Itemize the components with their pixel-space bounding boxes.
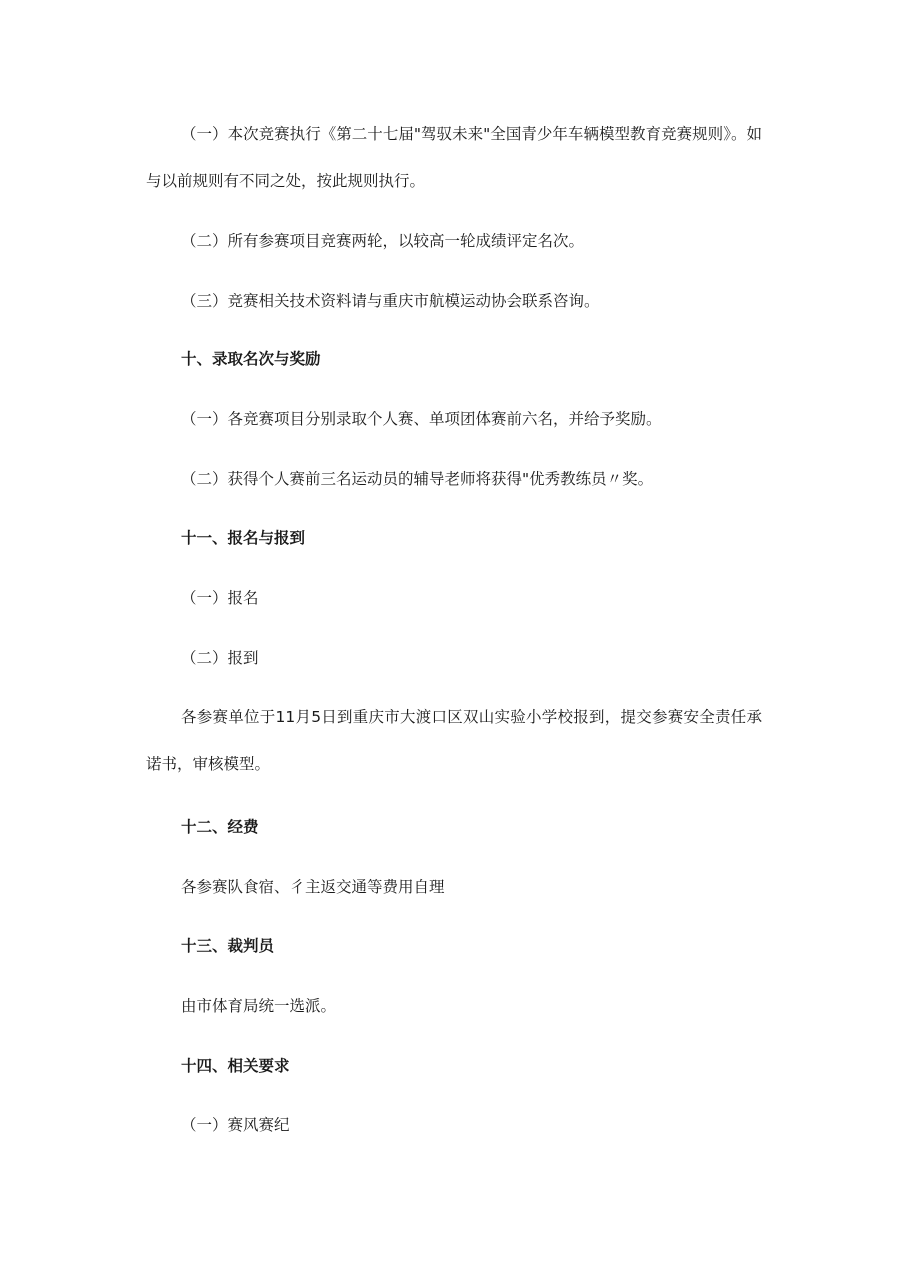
rules-paragraph: （一）本次竞赛执行《第二十七届"驾驭未来"全国青少年车辆模型教育竞赛规则》。如与以前规则有不同之处，按此规则执行。 [146, 125, 762, 190]
technical-info-paragraph: （三）竞赛相关技术资料请与重庆市航模运动协会联系咨询。 [181, 292, 600, 310]
section-11-heading: 十一、报名与报到 [181, 529, 306, 547]
rounds-paragraph: （二）所有参赛项目竞赛两轮，以较高一轮成绩评定名次。 [181, 232, 585, 250]
section-11-item-1: （一）报名 [181, 589, 259, 607]
section-10-item-1: （一）各竞赛项目分别录取个人赛、单项团体赛前六名，并给予奖励。 [181, 410, 662, 428]
section-12-heading: 十二、经费 [181, 818, 259, 836]
section-13-heading: 十三、裁判员 [181, 937, 275, 955]
section-12-text: 各参赛队食宿、彳主返交通等费用自理 [181, 878, 445, 896]
section-14-heading: 十四、相关要求 [181, 1057, 290, 1075]
section-13-text: 由市体育局统一选派。 [181, 997, 337, 1015]
checkin-paragraph: 各参赛单位于11月5日到重庆市大渡口区双山实验小学校报到，提交参赛安全责任承诺书，审核模型。 [146, 708, 762, 773]
section-14-item-1: （一）赛风赛纪 [181, 1116, 290, 1134]
section-10-heading: 十、录取名次与奖励 [181, 350, 321, 368]
section-10-item-2: （二）获得个人赛前三名运动员的辅导老师将获得"优秀教练员〃奖。 [181, 470, 654, 488]
section-11-item-2: （二）报到 [181, 649, 259, 667]
